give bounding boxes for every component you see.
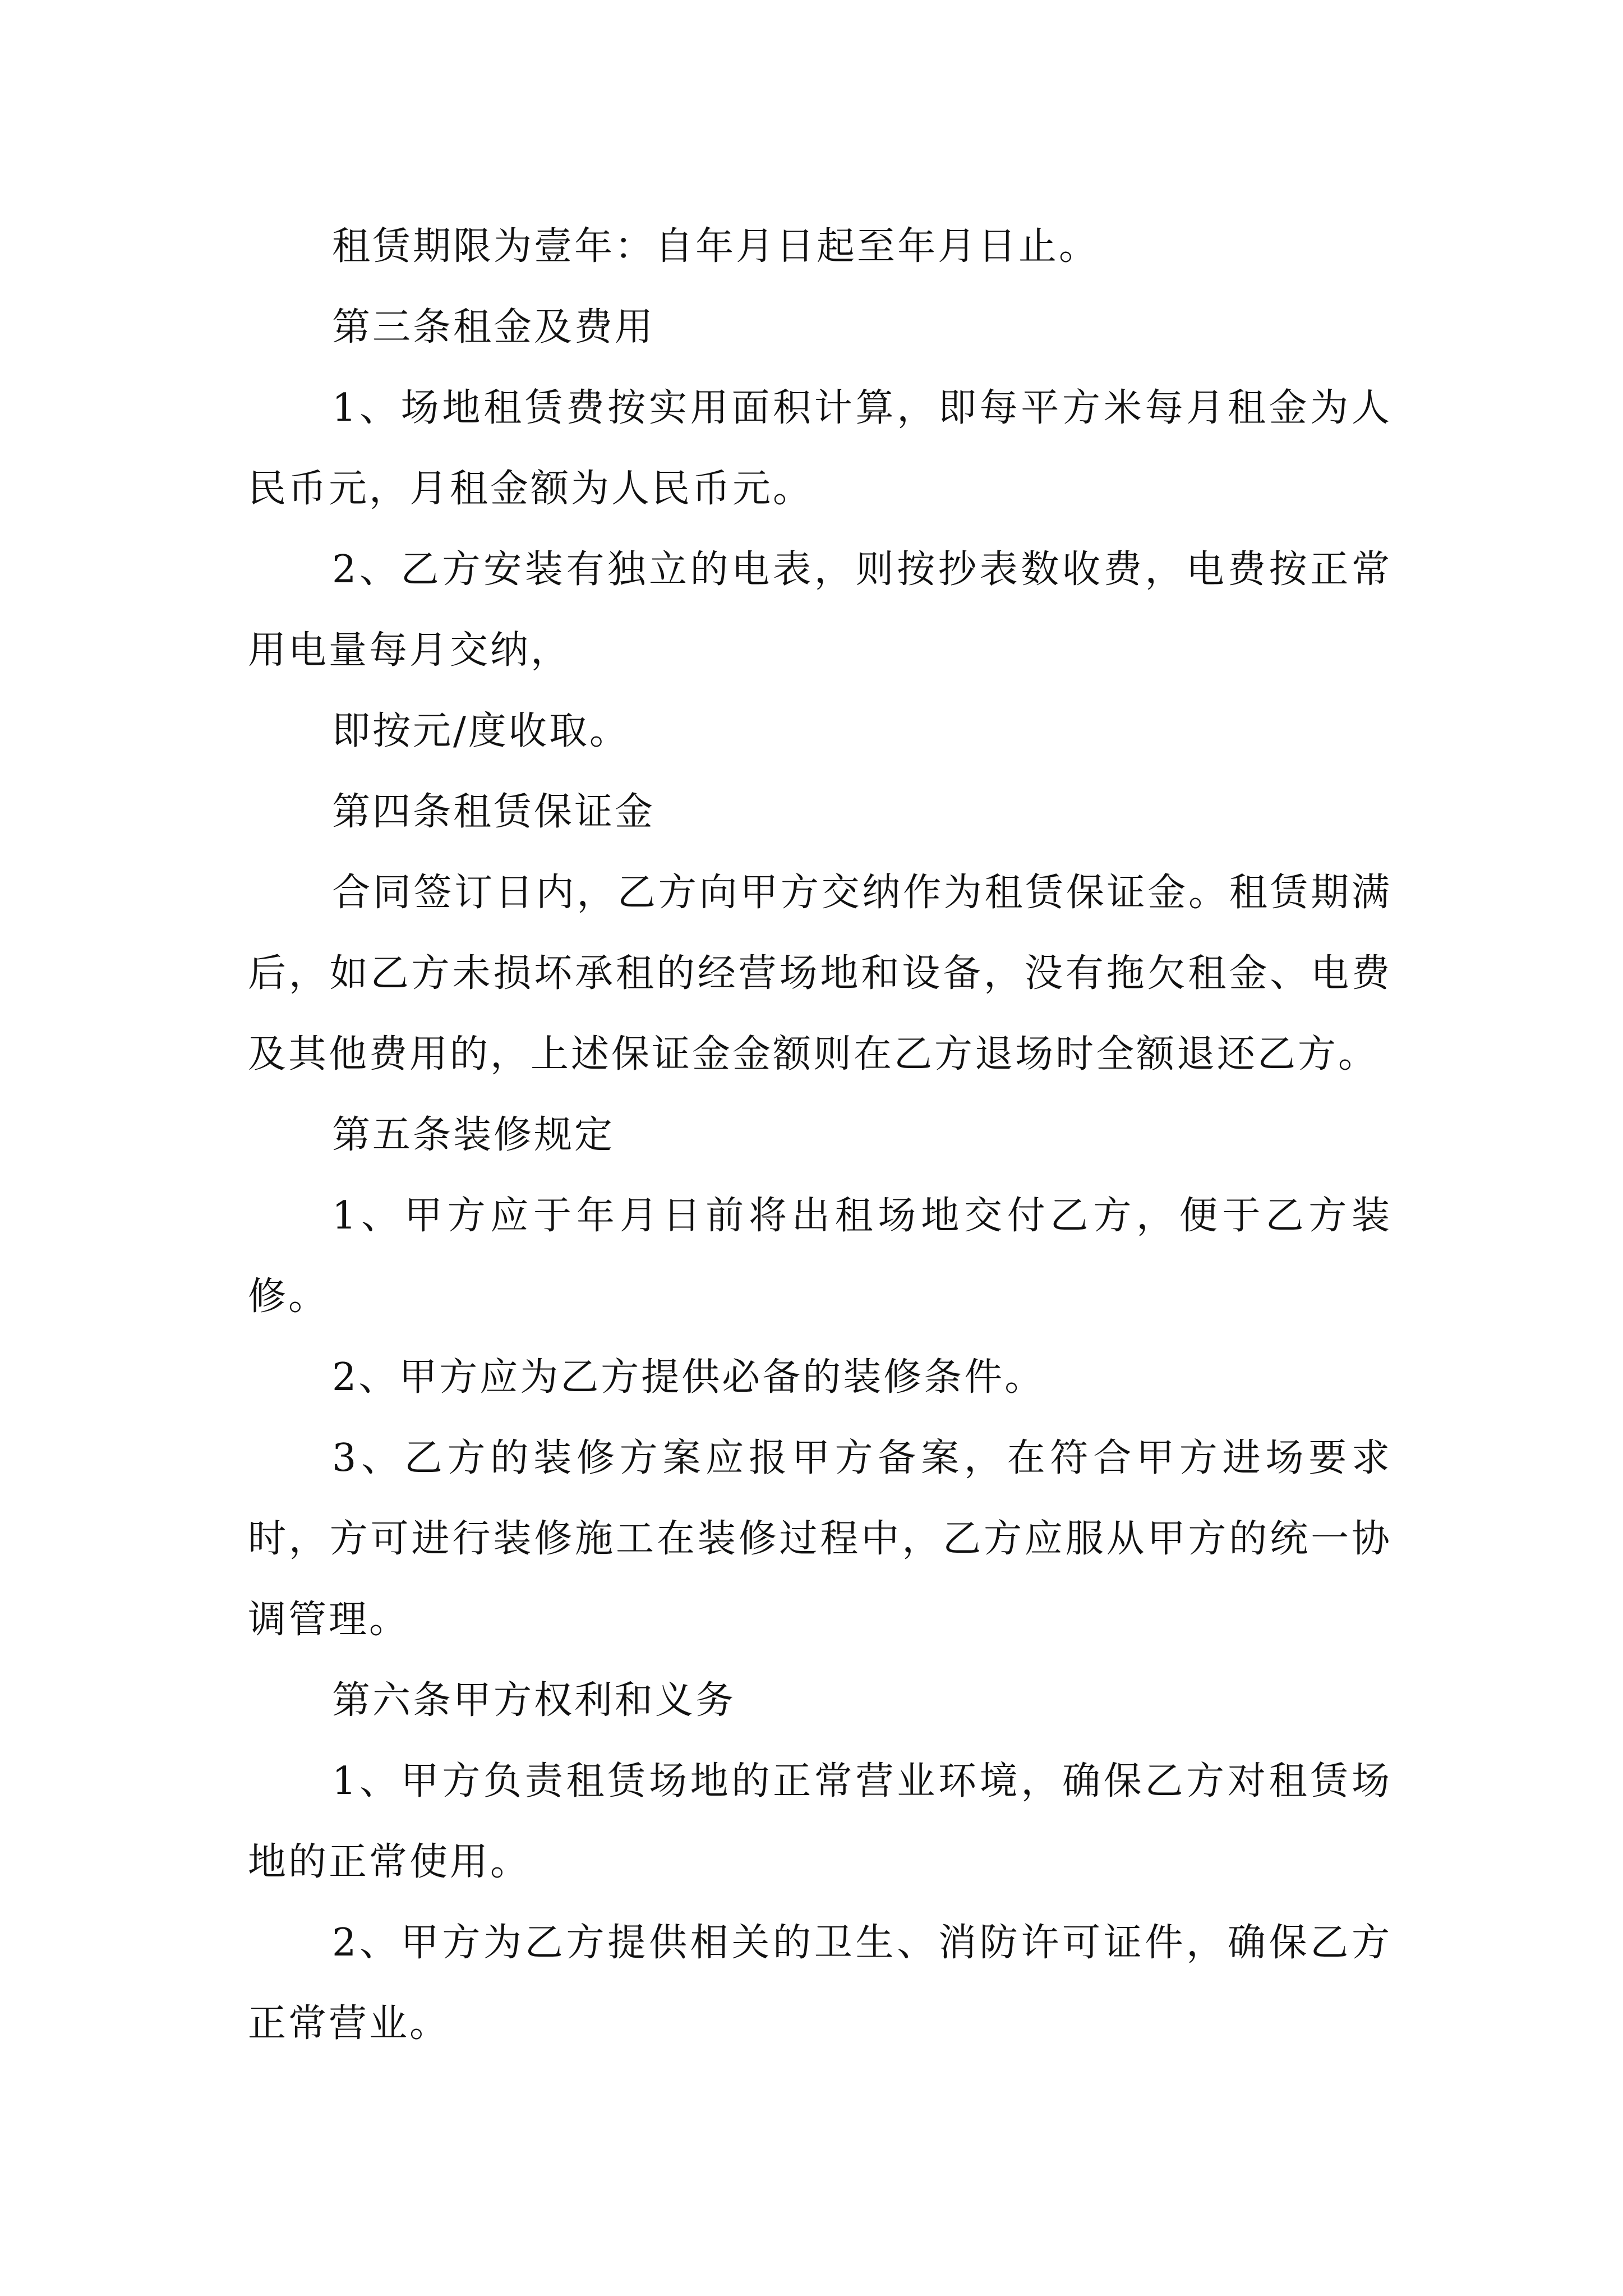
heading-article-6: 第六条甲方权利和义务 — [332, 1678, 736, 1723]
paragraph-party-a-environment: 1、甲方负责租赁场地的正常营业环境，确保乙方对租赁场地的正常使用。 — [248, 1759, 1392, 1884]
document-body — [248, 206, 1392, 2064]
paragraph-electricity-rate: 即按元/度收取。 — [332, 709, 630, 753]
paragraph-renovation-plan: 3、乙方的装修方案应报甲方备案，在符合甲方进场要求时，方可进行装修施工在装修过程中，乙方应服从甲方的统一协调管理。 — [248, 1436, 1392, 1642]
heading-article-5: 第五条装修规定 — [332, 1113, 615, 1157]
paragraph-renovation-conditions: 2、甲方应为乙方提供必备的装修条件。 — [332, 1355, 1045, 1400]
paragraph-electricity-fee: 2、乙方安装有独立的电表，则按抄表数收费，电费按正常用电量每月交纳， — [248, 547, 1392, 673]
heading-article-4: 第四条租赁保证金 — [332, 790, 656, 834]
heading-article-3: 第三条租金及费用 — [332, 305, 656, 349]
paragraph-rent-fee: 1、场地租赁费按实用面积计算，即每平方米每月租金为人民币元，月租金额为人民币元。 — [248, 386, 1392, 511]
paragraph-party-a-permits: 2、甲方为乙方提供相关的卫生、消防许可证件，确保乙方正常营业。 — [248, 1921, 1392, 2046]
paragraph-handover: 1、甲方应于年月日前将出租场地交付乙方，便于乙方装修。 — [248, 1194, 1392, 1319]
paragraph-lease-term: 租赁期限为壹年：自年月日起至年月日止。 — [332, 224, 1100, 269]
paragraph-deposit: 合同签订日内，乙方向甲方交纳作为租赁保证金。租赁期满后，如乙方未损坏承租的经营场地和设备，没有拖欠租金、电费及其他费用的，上述保证金金额则在乙方退场时全额退还乙方。 — [248, 871, 1392, 1076]
